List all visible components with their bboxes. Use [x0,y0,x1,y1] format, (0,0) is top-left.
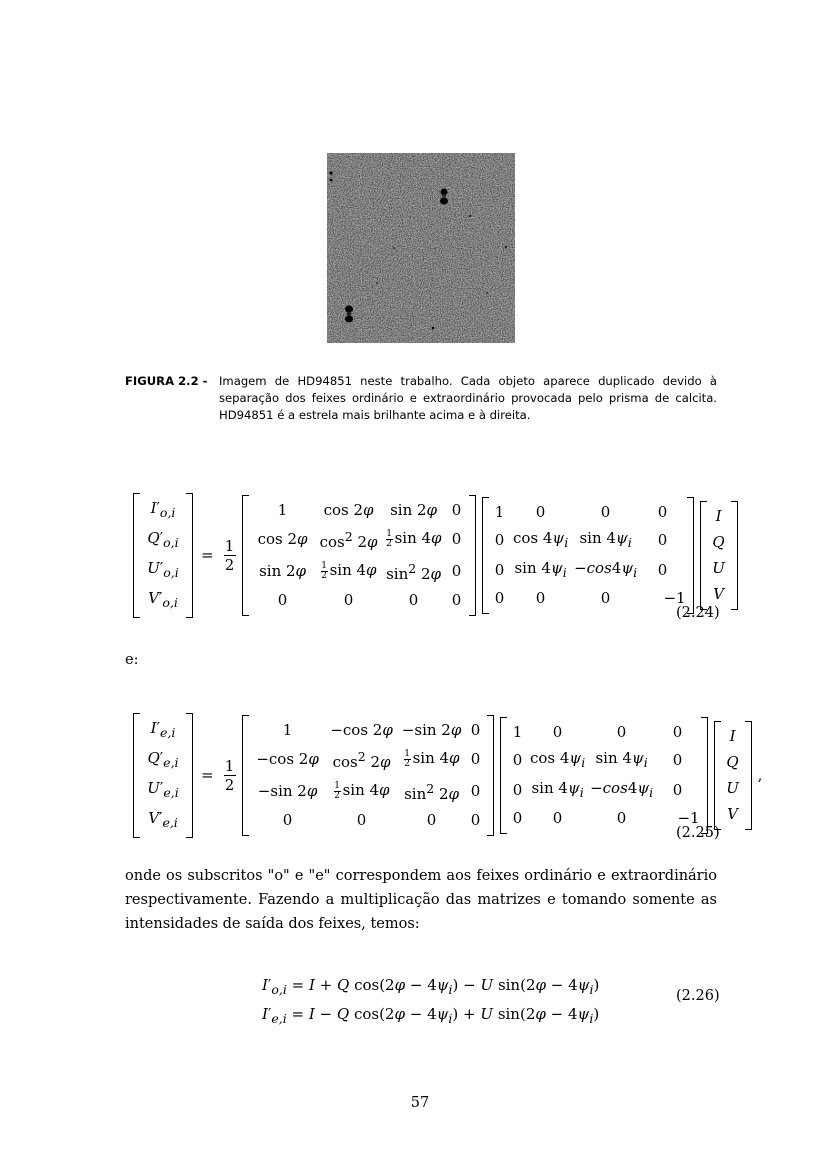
trailing-comma: , [757,766,763,784]
equation-2-24: $I'_{o,i}$ $Q'_{o,i}$ $U'_{o,i}$ $V'_{o,i}$ = $\frac{1}{2}$ 1 cos 2φ sin 2φ 0 cos 2φ $\cos^2 2\varphi$ $\frac{1}{2}$ sin 4φ 0 sin 2φ $\frac{1}{2}$ sin 4φ $\sin^2 2\varphi$ 0 0 0 0 0 1 0 0 0 0 $\cos 4\psi_i$ $\sin 4\psi_i$ 0 0 $\sin 4\psi_i$ $-\cos 4\psi_i$ 0 0 0 0 −1 I Q U V [133,503,733,613]
retarder-matrix-e: 1 0 0 0 0 $\cos 4\psi_i$ $\sin 4\psi_i$ 0 0 $\sin 4\psi_i$ $-\cos 4\psi_i$ 0 0 0 0 −1 [500,717,708,834]
figure-caption-text: Imagem de HD94851 neste trabalho. Cada objeto aparece duplicado devido à separação dos feixes ordinário e extraordinário provocada pelo prisma de calcita. HD94851 é a estrela mais brilhante acima e à direita. [219,374,717,422]
rotation-matrix-o: 1 cos 2φ sin 2φ 0 cos 2φ $\cos^2 2\varphi$ $\frac{1}{2}$ sin 4φ 0 sin 2φ $\frac{1}{2}$ sin 4φ $\sin^2 2\varphi$ 0 0 0 0 0 [242,495,476,616]
stokes-vector-o: I Q U V [700,501,738,610]
retarder-matrix-o: 1 0 0 0 0 $\cos 4\psi_i$ $\sin 4\psi_i$ 0 0 $\sin 4\psi_i$ $-\cos 4\psi_i$ 0 0 0 0 −1 [482,497,694,614]
connector-text: e: [125,652,139,668]
output-vector-e: $I'_{e,i}$ $Q'_{e,i}$ $U'_{e,i}$ $V'_{e,i}$ [133,713,193,838]
stokes-vector-e: I Q U V [714,721,752,830]
body-paragraph: onde os subscritos "o" e "e" correspondem aos feixes ordinário e extraordinário respectivamente. Fazendo a multiplicação das matrizes e tomando somente as intensidades de saída dos feixes, temos: [125,868,717,932]
figure-label: FIGURA 2.2 - [125,374,208,388]
equation-2-25: $I'_{e,i}$ $Q'_{e,i}$ $U'_{e,i}$ $V'_{e,i}$ = $\frac{1}{2}$ 1 −cos 2φ −sin 2φ 0 −cos 2φ $\cos^2 2\varphi$ $\frac{1}{2}$ sin 4φ 0 −sin 2φ $\frac{1}{2}$ sin 4φ $\sin^2 2\varphi$ 0 0 0 0 0 1 0 0 0 0 $\cos 4\psi_i$ $\sin 4\psi_i$ 0 0 $\sin 4\psi_i$ $-\cos 4\psi_i$ 0 0 0 0 −1 I Q U V , [133,723,773,833]
equation-2-26: $I'_{o,i} = I + Q$ $\cos(2\varphi - 4\psi_i) - U$ $\sin(2\varphi - 4\psi_i)$ $I'_{e,i} = I - Q$ $\cos(2\varphi - 4\psi_i) + U$ $\sin(2\varphi - 4\psi_i)$ [262,976,600,1026]
star-field-image [327,153,515,343]
output-vector-o: $I'_{o,i}$ $Q'_{o,i}$ $U'_{o,i}$ $V'_{o,i}$ [133,493,193,618]
equation-number: (2.25) [676,825,720,841]
page-number: 57 [410,1095,430,1111]
rotation-matrix-e: 1 −cos 2φ −sin 2φ 0 −cos 2φ $\cos^2 2\varphi$ $\frac{1}{2}$ sin 4φ 0 −sin 2φ $\frac{1}{2}$ sin 4φ $\sin^2 2\varphi$ 0 0 0 0 0 [242,715,494,836]
equation-number: (2.24) [676,605,720,621]
equation-number: (2.26) [676,988,720,1004]
